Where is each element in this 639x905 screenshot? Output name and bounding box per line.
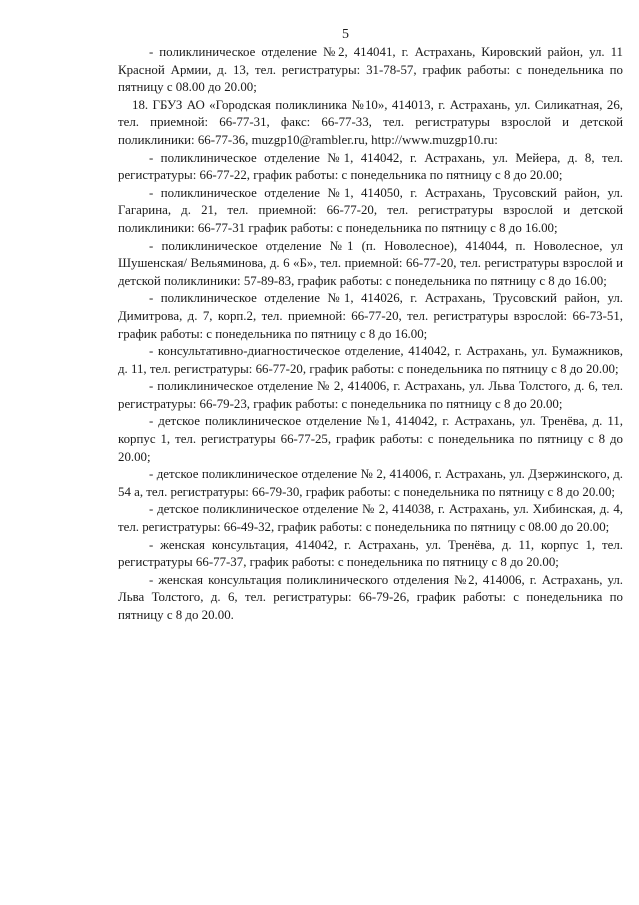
paragraph-item: - детское поликлиническое отделение №1, 414042, г. Астрахань, ул. Тренёва, д. 11, корпус 1, тел. регистратуры 66-77-25, график работы: с понедельника по пятницу с 8 до 20.00; <box>118 414 623 464</box>
paragraph-item: - поликлиническое отделение №1 (п. Новолесное), 414044, п. Новолесное, ул Шушенская/ Вельяминова, д. 6 «Б», тел. приемной: 66-77-20, тел. регистратуры взрослой и детской поликлиники: 57-89-83, график работы: с понедельника по пятницу с 8 до 16.00; <box>118 238 623 288</box>
paragraph-item: - консультативно-диагностическое отделение, 414042, г. Астрахань, ул. Бумажников, д. 11, тел. регистратуры: 66-77-20, график работы: с понедельника по пятницу с 8 до 20.00; <box>118 344 623 376</box>
paragraph-item: - поликлиническое отделение № 2, 414006, г. Астрахань, ул. Льва Толстого, д. 6, тел. регистратуры: 66-79-23, график работы: с понедельника по пятницу с 8 до 20.00; <box>118 379 623 411</box>
paragraph-item: - поликлиническое отделение №1, 414042, г. Астрахань, ул. Мейера, д. 8, тел. регистратуры: 66-77-22, график работы: с понедельника по пятницу с 8 до 20.00; <box>118 150 623 183</box>
paragraph-item: - поликлиническое отделение №2, 414041, г. Астрахань, Кировский район, ул. 11 Красной Армии, д. 13, тел. регистратуры: 31-78-57, график работы: с понедельника по пятницу с 08.00 до 20.00; <box>118 45 623 95</box>
page-number: 5 <box>342 27 349 42</box>
paragraph-item: - женская консультация поликлинического отделения №2, 414006, г. Астрахань, ул. Льва Толстого, д. 6, тел. регистратуры: 66-79-26, график работы: с понедельника по пятницу с 8 до 20.00. <box>118 572 623 622</box>
document-body <box>118 44 623 625</box>
paragraph-item: - женская консультация, 414042, г. Астрахань, ул. Тренёва, д. 11, корпус 1, тел. регистратуры 66-77-37, график работы: с понедельника по пятницу с 8 до 20.00; <box>118 537 623 570</box>
paragraph-item: - детское поликлиническое отделение № 2, 414038, г. Астрахань, ул. Хибинская, д. 4, тел. регистратуры: 66-49-32, график работы: с понедельника по пятницу с 08.00 до 20.00; <box>118 502 623 535</box>
paragraph-item: - детское поликлиническое отделение № 2, 414006, г. Астрахань, ул. Дзержинского, д. 54 а, тел. регистратуры: 66-79-30, график работы: с понедельника по пятницу с 8 до 20.00; <box>118 467 623 499</box>
paragraph-item: - поликлиническое отделение №1, 414026, г. Астрахань, Трусовский район, ул. Димитрова, д. 7, корп.2, тел. приемной: 66-77-20, тел. регистратуры взрослой: 66-73-51, график работы: с понедельника по пятницу с 8 до 16.00; <box>118 291 623 341</box>
paragraph-item: - поликлиническое отделение №1, 414050, г. Астрахань, Трусовский район, ул. Гагарина, д. 21, тел. приемной: 66-77-20, тел. регистратуры взрослой и детской поликлиники: 66-77-31 график работы: с понедельника по пятницу с 8 до 16.00; <box>118 185 623 235</box>
section-heading-18: 18. ГБУЗ АО «Городская поликлиника №10», 414013, г. Астрахань, ул. Силикатная, 26, тел. приемной: 66-77-31, факс: 66-77-33, тел. регистратуры взрослой и детской поликлиники: 66-77-36, muzgp10@rambler.ru, http://www.muzgp10.ru: <box>118 97 623 147</box>
